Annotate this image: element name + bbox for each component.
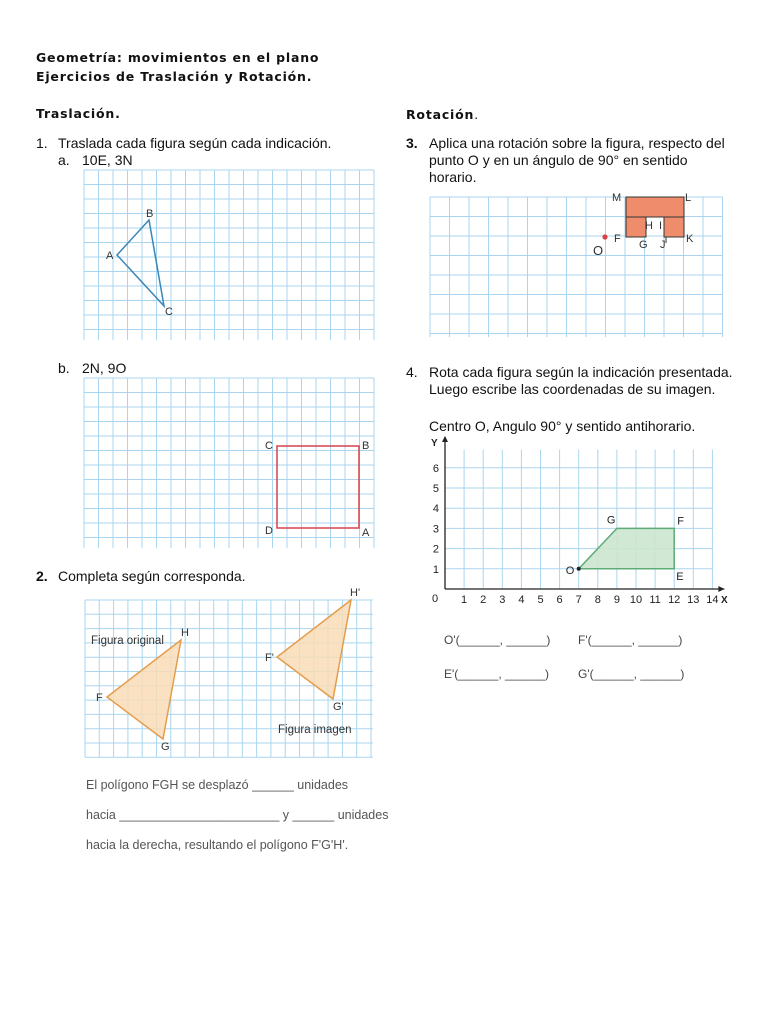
label-figura-imagen: Figura imagen — [278, 724, 352, 736]
y-tick-label: 3 — [432, 523, 439, 536]
x-tick-label: 7 — [575, 594, 582, 606]
y-tick-label: 1 — [432, 563, 439, 576]
label-G-prime: G' — [333, 701, 344, 713]
ex4-line-3: Centro O, Angulo 90° y sentido antihorario. — [429, 418, 696, 434]
axis-label-x: X — [721, 595, 728, 606]
x-axis-arrow — [718, 586, 724, 592]
label-O: O — [593, 243, 604, 258]
x-tick-label: 14 — [706, 594, 719, 606]
x-tick-label: 6 — [556, 594, 563, 606]
coordinate-plot — [425, 434, 745, 609]
ex3-number: 3. — [406, 135, 418, 151]
axis-label-y: Y — [431, 438, 438, 449]
section-title-traslacion: Traslación. — [36, 106, 121, 121]
grid-2-lines — [84, 378, 374, 548]
answer-F-prime[interactable]: F'(______, ______) — [578, 633, 683, 647]
ex2-blank-2[interactable]: _______________________ — [119, 808, 280, 822]
section-title-rotacion — [406, 106, 478, 124]
y-tick-label: 6 — [432, 462, 439, 475]
label-A: A — [106, 250, 114, 262]
label-figura-original: Figura original — [91, 635, 164, 647]
polygon-rect-left — [626, 217, 646, 237]
ex2-text: Completa según corresponda. — [58, 568, 246, 584]
ex2-l1-text: El polígono FGH se desplazó — [86, 778, 249, 792]
label-F: F — [614, 233, 621, 245]
grid-3 — [85, 587, 375, 758]
ex4-line-1: Rota cada figura según la indicación presentada. — [429, 364, 733, 380]
label-H: H — [181, 627, 189, 639]
ex1a-label: a. — [58, 152, 70, 168]
x-tick-label: 9 — [613, 594, 620, 606]
x-tick-label: 13 — [687, 594, 700, 606]
answer-G-prime[interactable]: G'(______, ______) — [578, 667, 685, 681]
label-G: G — [639, 239, 648, 251]
ex1-number: 1. — [36, 135, 48, 151]
answer-O-prime[interactable]: O'(______, ______) — [444, 633, 551, 647]
rectangle-cbda — [277, 446, 359, 528]
label-K: K — [686, 233, 694, 245]
y-tick-label: 4 — [432, 503, 439, 516]
grid-4 — [430, 192, 724, 337]
x-tick-label: 8 — [594, 594, 601, 606]
label-H-prime: H' — [350, 587, 361, 599]
ex3-line-2: punto O y en un ángulo de 90° en sentido — [429, 152, 688, 168]
rotacion-title-text: Rotación — [406, 107, 475, 122]
label-A: A — [362, 527, 370, 539]
ex2-sentence-line-1 — [86, 778, 348, 792]
vertex-label-E: E — [676, 570, 684, 583]
point-O — [602, 234, 607, 239]
ex2-sentence-line-3: hacia la derecha, resultando el polígono F'G'H'. — [86, 838, 349, 852]
ex4-number: 4. — [406, 364, 418, 380]
label-C: C — [165, 306, 173, 318]
ex2-blank-1[interactable]: ______ — [252, 778, 294, 792]
x-tick-label: 10 — [629, 594, 643, 606]
label-D: D — [265, 525, 273, 537]
label-B: B — [146, 208, 154, 220]
ex3-line-3: horario. — [429, 169, 477, 185]
vertex-label-O: O — [565, 564, 575, 577]
label-H: H — [645, 220, 653, 232]
title-line-2: Ejercicios de Traslación y Rotación. — [36, 69, 313, 84]
polygon-rect-right — [664, 217, 684, 237]
ex2-l1-unidades: unidades — [297, 778, 349, 792]
ex2-number: 2. — [36, 568, 48, 584]
ex2-l2-unidades: unidades — [337, 808, 389, 822]
vertex-label-F: F — [677, 515, 684, 528]
ex1b-text: 2N, 9O — [82, 360, 127, 376]
label-J: J — [660, 239, 666, 251]
triangle-fgh-original — [107, 640, 181, 739]
label-C: C — [265, 440, 273, 452]
x-tick-label: 5 — [537, 594, 544, 606]
title-line-1: Geometría: movimientos en el plano — [36, 50, 320, 65]
x-tick-label: 12 — [668, 594, 681, 606]
label-G: G — [161, 741, 170, 753]
x-tick-label: 3 — [499, 594, 506, 606]
y-tick-label: 5 — [432, 483, 439, 495]
answer-E-prime[interactable]: E'(______, ______) — [444, 667, 550, 681]
grid-1 — [84, 170, 376, 340]
ex4-line-2: Luego escribe las coordenadas de su imagen. — [429, 381, 716, 397]
label-M: M — [612, 192, 622, 204]
label-F: F — [96, 692, 103, 704]
grid-1-lines — [84, 170, 374, 340]
grid-2 — [84, 378, 376, 548]
x-tick-label: 1 — [461, 594, 468, 606]
x-tick-label: 4 — [518, 594, 525, 606]
ex2-l2-y: y — [282, 808, 290, 822]
ex2-blank-3[interactable]: ______ — [292, 808, 335, 822]
y-axis-arrow — [442, 436, 448, 442]
ex2-l2-hacia: hacia — [86, 808, 116, 822]
x-tick-label: 11 — [649, 594, 661, 606]
ex1b-label: b. — [58, 360, 70, 376]
label-L: L — [685, 192, 692, 204]
x-tick-label: 2 — [480, 594, 487, 606]
ex3-line-1: Aplica una rotación sobre la figura, respecto del — [429, 135, 725, 151]
label-B: B — [362, 440, 370, 452]
ex2-sentence-line-2 — [86, 808, 388, 822]
point-O-dot — [577, 567, 581, 571]
label-F-prime: F' — [265, 652, 274, 664]
ex1a-text: 10E, 3N — [82, 152, 133, 168]
polygon-rect-upper — [626, 197, 684, 217]
vertex-label-G: G — [606, 514, 616, 527]
ex1-text: Traslada cada figura según cada indicación. — [58, 135, 332, 151]
label-I: I — [659, 220, 663, 232]
origin-label: 0 — [432, 593, 439, 605]
rotacion-title-dot: . — [474, 106, 479, 122]
y-tick-label: 2 — [432, 543, 439, 556]
